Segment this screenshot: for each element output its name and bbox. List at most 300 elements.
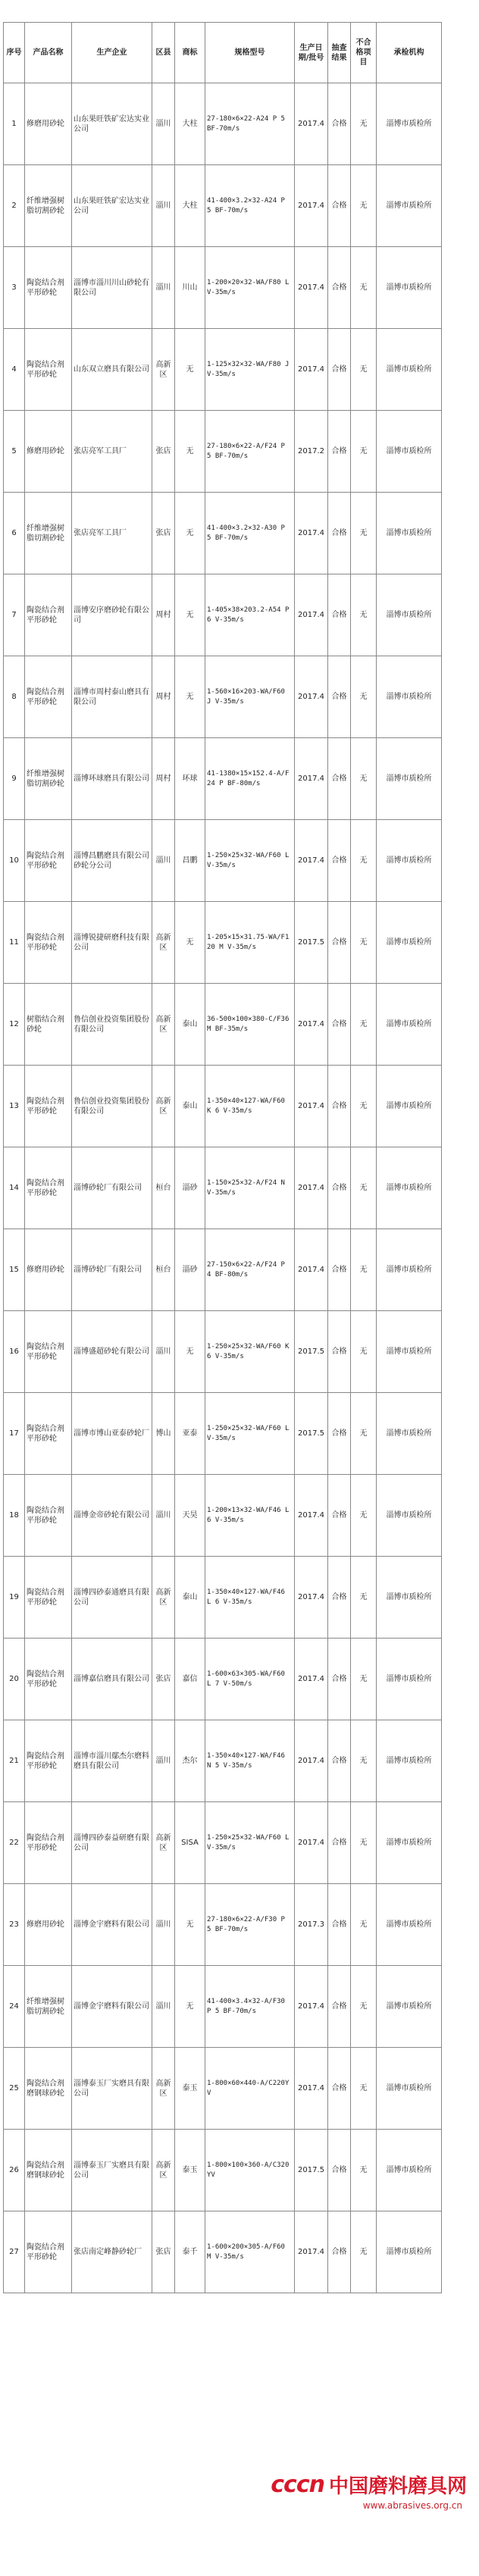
row-number-cell: 17 xyxy=(4,1393,25,1475)
row-number-cell: 5 xyxy=(4,411,25,493)
production-date-cell: 2017.4 xyxy=(295,738,328,820)
failed-items-cell: 无 xyxy=(351,1393,377,1475)
watermark-url: www.abrasives.org.cn xyxy=(362,2500,462,2511)
production-date-cell: 2017.4 xyxy=(295,1639,328,1720)
county-cell: 淄川 xyxy=(152,83,175,165)
product-name-cell: 纤维增强树脂切割砂轮 xyxy=(25,165,72,247)
company-name-cell: 淄博市周村泰山磨具有限公司 xyxy=(72,656,152,738)
brand-cell: 无 xyxy=(175,493,205,574)
inspection-agency-cell: 淄博市质检所 xyxy=(377,411,442,493)
table-row xyxy=(4,247,442,329)
spec-model-cell: 1-600×63×305-WA/F60 L 7 V-50m/s xyxy=(205,1639,295,1720)
company-name-cell: 淄博市淄川川山砂轮有限公司 xyxy=(72,247,152,329)
product-name-cell: 修磨用砂轮 xyxy=(25,411,72,493)
failed-items-cell: 无 xyxy=(351,2048,377,2130)
spec-model-cell: 1-205×15×31.75-WA/F120 M V-35m/s xyxy=(205,902,295,984)
inspection-agency-cell: 淄博市质检所 xyxy=(377,1311,442,1393)
county-cell: 周村 xyxy=(152,738,175,820)
county-cell: 桓台 xyxy=(152,1147,175,1229)
production-date-cell: 2017.4 xyxy=(295,820,328,902)
inspection-result-cell: 合格 xyxy=(328,984,351,1066)
product-name-cell: 陶瓷结合剂平形砂轮 xyxy=(25,1311,72,1393)
header-cell: 不合格项目 xyxy=(351,23,377,83)
product-name-cell: 陶瓷结合剂磨钢球砂轮 xyxy=(25,2130,72,2211)
brand-cell: 无 xyxy=(175,1311,205,1393)
spec-model-cell: 1-405×38×203.2-A54 P 6 V-35m/s xyxy=(205,574,295,656)
row-number-cell: 12 xyxy=(4,984,25,1066)
failed-items-cell: 无 xyxy=(351,329,377,411)
row-number-cell: 1 xyxy=(4,83,25,165)
row-number-cell: 20 xyxy=(4,1639,25,1720)
inspection-agency-cell: 淄博市质检所 xyxy=(377,1393,442,1475)
table-row xyxy=(4,820,442,902)
inspection-agency-cell: 淄博市质检所 xyxy=(377,574,442,656)
row-number-cell: 9 xyxy=(4,738,25,820)
table-row xyxy=(4,656,442,738)
company-name-cell: 山东双立磨具有限公司 xyxy=(72,329,152,411)
site-watermark xyxy=(271,2471,467,2497)
spec-model-cell: 27-180×6×22-A/F24 P 5 BF-70m/s xyxy=(205,411,295,493)
company-name-cell: 淄博金宇磨料有限公司 xyxy=(72,1884,152,1966)
row-number-cell: 11 xyxy=(4,902,25,984)
table-row xyxy=(4,165,442,247)
product-name-cell: 纤维增强树脂切割砂轮 xyxy=(25,1966,72,2048)
inspection-result-cell: 合格 xyxy=(328,1639,351,1720)
product-name-cell: 修磨用砂轮 xyxy=(25,83,72,165)
production-date-cell: 2017.4 xyxy=(295,2048,328,2130)
table-row xyxy=(4,1720,442,1802)
table-body xyxy=(4,83,442,2293)
table-row xyxy=(4,1802,442,1884)
product-name-cell: 陶瓷结合剂平形砂轮 xyxy=(25,656,72,738)
county-cell: 淄川 xyxy=(152,820,175,902)
failed-items-cell: 无 xyxy=(351,1639,377,1720)
product-name-cell: 陶瓷结合剂平形砂轮 xyxy=(25,2211,72,2293)
county-cell: 周村 xyxy=(152,574,175,656)
county-cell: 高新区 xyxy=(152,984,175,1066)
inspection-result-cell: 合格 xyxy=(328,820,351,902)
production-date-cell: 2017.4 xyxy=(295,1720,328,1802)
production-date-cell: 2017.4 xyxy=(295,1229,328,1311)
row-number-cell: 18 xyxy=(4,1475,25,1557)
spec-model-cell: 1-560×16×203-WA/F60 J V-35m/s xyxy=(205,656,295,738)
inspection-result-cell: 合格 xyxy=(328,165,351,247)
production-date-cell: 2017.2 xyxy=(295,411,328,493)
inspection-table xyxy=(3,22,442,2293)
row-number-cell: 13 xyxy=(4,1066,25,1147)
table-row xyxy=(4,738,442,820)
county-cell: 张店 xyxy=(152,2211,175,2293)
company-name-cell: 山东果旺铁矿宏达实业公司 xyxy=(72,165,152,247)
inspection-agency-cell: 淄博市质检所 xyxy=(377,820,442,902)
brand-cell: SISA xyxy=(175,1802,205,1884)
spec-model-cell: 1-800×100×360-A/C320YV xyxy=(205,2130,295,2211)
product-name-cell: 修磨用砂轮 xyxy=(25,1229,72,1311)
inspection-result-cell: 合格 xyxy=(328,574,351,656)
spec-model-cell: 27-180×6×22-A24 P 5 BF-70m/s xyxy=(205,83,295,165)
header-cell: 抽查结果 xyxy=(328,23,351,83)
table-row xyxy=(4,2130,442,2211)
inspection-result-cell: 合格 xyxy=(328,738,351,820)
spec-model-cell: 1-350×40×127-WA/F46 N 5 V-35m/s xyxy=(205,1720,295,1802)
county-cell: 博山 xyxy=(152,1393,175,1475)
row-number-cell: 25 xyxy=(4,2048,25,2130)
failed-items-cell: 无 xyxy=(351,738,377,820)
product-name-cell: 纤维增强树脂切割砂轮 xyxy=(25,738,72,820)
row-number-cell: 21 xyxy=(4,1720,25,1802)
company-name-cell: 淄博市博山亚泰砂轮厂 xyxy=(72,1393,152,1475)
inspection-result-cell: 合格 xyxy=(328,656,351,738)
brand-cell: 无 xyxy=(175,656,205,738)
spec-model-cell: 1-200×20×32-WA/F80 L V-35m/s xyxy=(205,247,295,329)
inspection-result-cell: 合格 xyxy=(328,2048,351,2130)
inspection-agency-cell: 淄博市质检所 xyxy=(377,329,442,411)
brand-cell: 杰尔 xyxy=(175,1720,205,1802)
inspection-agency-cell: 淄博市质检所 xyxy=(377,1066,442,1147)
inspection-result-cell: 合格 xyxy=(328,1884,351,1966)
inspection-result-cell: 合格 xyxy=(328,1066,351,1147)
brand-cell: 泰玉 xyxy=(175,2048,205,2130)
failed-items-cell: 无 xyxy=(351,574,377,656)
header-cell: 区县 xyxy=(152,23,175,83)
failed-items-cell: 无 xyxy=(351,247,377,329)
brand-cell: 昌鹏 xyxy=(175,820,205,902)
inspection-agency-cell: 淄博市质检所 xyxy=(377,1720,442,1802)
failed-items-cell: 无 xyxy=(351,165,377,247)
table-row xyxy=(4,1475,442,1557)
failed-items-cell: 无 xyxy=(351,1966,377,2048)
failed-items-cell: 无 xyxy=(351,2130,377,2211)
spec-model-cell: 1-250×25×32-WA/F60 K 6 V-35m/s xyxy=(205,1311,295,1393)
inspection-agency-cell: 淄博市质检所 xyxy=(377,1557,442,1639)
county-cell: 高新区 xyxy=(152,329,175,411)
production-date-cell: 2017.4 xyxy=(295,493,328,574)
product-name-cell: 陶瓷结合剂平形砂轮 xyxy=(25,902,72,984)
failed-items-cell: 无 xyxy=(351,411,377,493)
production-date-cell: 2017.4 xyxy=(295,984,328,1066)
table-row xyxy=(4,1066,442,1147)
inspection-result-cell: 合格 xyxy=(328,1147,351,1229)
spec-model-cell: 1-200×13×32-WA/F46 L 6 V-35m/s xyxy=(205,1475,295,1557)
company-name-cell: 淄博泰玉厂实磨具有限公司 xyxy=(72,2130,152,2211)
production-date-cell: 2017.4 xyxy=(295,1066,328,1147)
product-name-cell: 陶瓷结合剂平形砂轮 xyxy=(25,820,72,902)
brand-cell: 无 xyxy=(175,1884,205,1966)
product-name-cell: 陶瓷结合剂平形砂轮 xyxy=(25,1393,72,1475)
row-number-cell: 24 xyxy=(4,1966,25,2048)
inspection-agency-cell: 淄博市质检所 xyxy=(377,1966,442,2048)
product-name-cell: 陶瓷结合剂平形砂轮 xyxy=(25,1066,72,1147)
table-row xyxy=(4,574,442,656)
spec-model-cell: 41-400×3.2×32-A30 P 5 BF-70m/s xyxy=(205,493,295,574)
county-cell: 淄川 xyxy=(152,247,175,329)
failed-items-cell: 无 xyxy=(351,820,377,902)
header-cell: 承检机构 xyxy=(377,23,442,83)
inspection-agency-cell: 淄博市质检所 xyxy=(377,247,442,329)
failed-items-cell: 无 xyxy=(351,1066,377,1147)
company-name-cell: 淄博金宇磨料有限公司 xyxy=(72,1966,152,2048)
brand-cell: 泰千 xyxy=(175,2211,205,2293)
spec-model-cell: 1-150×25×32-A/F24 N V-35m/s xyxy=(205,1147,295,1229)
company-name-cell: 淄博嘉信磨具有限公司 xyxy=(72,1639,152,1720)
spec-model-cell: 41-1380×15×152.4-A/F24 P BF-80m/s xyxy=(205,738,295,820)
inspection-result-cell: 合格 xyxy=(328,329,351,411)
inspection-agency-cell: 淄博市质检所 xyxy=(377,984,442,1066)
inspection-result-cell: 合格 xyxy=(328,1311,351,1393)
company-name-cell: 淄博锐捷研磨科技有限公司 xyxy=(72,902,152,984)
product-name-cell: 陶瓷结合剂平形砂轮 xyxy=(25,1475,72,1557)
county-cell: 周村 xyxy=(152,656,175,738)
inspection-result-cell: 合格 xyxy=(328,247,351,329)
brand-cell: 泰山 xyxy=(175,1066,205,1147)
company-name-cell: 淄博砂轮厂有限公司 xyxy=(72,1147,152,1229)
brand-cell: 亚泰 xyxy=(175,1393,205,1475)
table-row xyxy=(4,1393,442,1475)
production-date-cell: 2017.3 xyxy=(295,1884,328,1966)
company-name-cell: 淄博安序磨砂轮有限公司 xyxy=(72,574,152,656)
product-name-cell: 陶瓷结合剂平形砂轮 xyxy=(25,1639,72,1720)
row-number-cell: 8 xyxy=(4,656,25,738)
table-row xyxy=(4,2211,442,2293)
company-name-cell: 张店亮军工具厂 xyxy=(72,493,152,574)
row-number-cell: 22 xyxy=(4,1802,25,1884)
header-cell: 生产企业 xyxy=(72,23,152,83)
county-cell: 张店 xyxy=(152,411,175,493)
table-row xyxy=(4,1147,442,1229)
header-cell: 规格型号 xyxy=(205,23,295,83)
company-name-cell: 淄博市淄川鄢杰尔磨料磨具有限公司 xyxy=(72,1720,152,1802)
company-name-cell: 淄博四砂泰益研磨有限公司 xyxy=(72,1802,152,1884)
brand-cell: 环球 xyxy=(175,738,205,820)
spec-model-cell: 27-150×6×22-A/F24 P 4 BF-80m/s xyxy=(205,1229,295,1311)
watermark-site-name: 中国磨料磨具网 xyxy=(328,2474,467,2498)
production-date-cell: 2017.4 xyxy=(295,329,328,411)
brand-cell: 无 xyxy=(175,329,205,411)
company-name-cell: 淄博盛超砂轮有限公司 xyxy=(72,1311,152,1393)
table-row xyxy=(4,411,442,493)
production-date-cell: 2017.4 xyxy=(295,1557,328,1639)
company-name-cell: 张店南定峰静砂轮厂 xyxy=(72,2211,152,2293)
table-row xyxy=(4,902,442,984)
table-row xyxy=(4,1884,442,1966)
product-name-cell: 树脂结合剂砂轮 xyxy=(25,984,72,1066)
row-number-cell: 4 xyxy=(4,329,25,411)
production-date-cell: 2017.5 xyxy=(295,2130,328,2211)
county-cell: 高新区 xyxy=(152,902,175,984)
inspection-result-cell: 合格 xyxy=(328,2130,351,2211)
brand-cell: 无 xyxy=(175,1966,205,2048)
header-cell: 序号 xyxy=(4,23,25,83)
county-cell: 张店 xyxy=(152,493,175,574)
production-date-cell: 2017.4 xyxy=(295,1475,328,1557)
production-date-cell: 2017.4 xyxy=(295,1802,328,1884)
row-number-cell: 16 xyxy=(4,1311,25,1393)
row-number-cell: 23 xyxy=(4,1884,25,1966)
spec-model-cell: 41-400×3.4×32-A/F30 P 5 BF-70m/s xyxy=(205,1966,295,2048)
spec-model-cell: 1-800×60×440-A/C220YV xyxy=(205,2048,295,2130)
production-date-cell: 2017.4 xyxy=(295,2211,328,2293)
inspection-agency-cell: 淄博市质检所 xyxy=(377,1639,442,1720)
row-number-cell: 2 xyxy=(4,165,25,247)
row-number-cell: 10 xyxy=(4,820,25,902)
table-row xyxy=(4,1639,442,1720)
inspection-agency-cell: 淄博市质检所 xyxy=(377,1802,442,1884)
company-name-cell: 淄博泰玉厂实磨具有限公司 xyxy=(72,2048,152,2130)
product-name-cell: 陶瓷结合剂平形砂轮 xyxy=(25,329,72,411)
production-date-cell: 2017.4 xyxy=(295,83,328,165)
row-number-cell: 26 xyxy=(4,2130,25,2211)
failed-items-cell: 无 xyxy=(351,1229,377,1311)
spec-model-cell: 41-400×3.2×32-A24 P 5 BF-70m/s xyxy=(205,165,295,247)
failed-items-cell: 无 xyxy=(351,1884,377,1966)
brand-cell: 无 xyxy=(175,574,205,656)
inspection-result-cell: 合格 xyxy=(328,1475,351,1557)
table-row xyxy=(4,83,442,165)
county-cell: 淄川 xyxy=(152,1475,175,1557)
failed-items-cell: 无 xyxy=(351,1720,377,1802)
brand-cell: 大柱 xyxy=(175,83,205,165)
inspection-agency-cell: 淄博市质检所 xyxy=(377,165,442,247)
row-number-cell: 15 xyxy=(4,1229,25,1311)
company-name-cell: 鲁信创业投资集团股份有限公司 xyxy=(72,984,152,1066)
row-number-cell: 3 xyxy=(4,247,25,329)
inspection-agency-cell: 淄博市质检所 xyxy=(377,738,442,820)
product-name-cell: 陶瓷结合剂平形砂轮 xyxy=(25,1802,72,1884)
county-cell: 高新区 xyxy=(152,1802,175,1884)
product-name-cell: 陶瓷结合剂平形砂轮 xyxy=(25,247,72,329)
table-row xyxy=(4,1557,442,1639)
failed-items-cell: 无 xyxy=(351,2211,377,2293)
inspection-agency-cell: 淄博市质检所 xyxy=(377,2211,442,2293)
failed-items-cell: 无 xyxy=(351,1311,377,1393)
county-cell: 淄川 xyxy=(152,165,175,247)
production-date-cell: 2017.5 xyxy=(295,1393,328,1475)
spec-model-cell: 1-250×25×32-WA/F60 L V-35m/s xyxy=(205,1393,295,1475)
brand-cell: 天昊 xyxy=(175,1475,205,1557)
inspection-agency-cell: 淄博市质检所 xyxy=(377,1229,442,1311)
inspection-agency-cell: 淄博市质检所 xyxy=(377,1884,442,1966)
county-cell: 淄川 xyxy=(152,1720,175,1802)
failed-items-cell: 无 xyxy=(351,1147,377,1229)
failed-items-cell: 无 xyxy=(351,902,377,984)
production-date-cell: 2017.4 xyxy=(295,574,328,656)
table-row xyxy=(4,2048,442,2130)
company-name-cell: 淄博金帝砂轮有限公司 xyxy=(72,1475,152,1557)
inspection-result-cell: 合格 xyxy=(328,902,351,984)
inspection-result-cell: 合格 xyxy=(328,2211,351,2293)
header-cell: 生产日期/批号 xyxy=(295,23,328,83)
row-number-cell: 7 xyxy=(4,574,25,656)
spec-model-cell: 1-350×40×127-WA/F60 K 6 V-35m/s xyxy=(205,1066,295,1147)
inspection-result-cell: 合格 xyxy=(328,1393,351,1475)
product-name-cell: 陶瓷结合剂磨钢球砂轮 xyxy=(25,2048,72,2130)
brand-cell: 泰玉 xyxy=(175,2130,205,2211)
product-name-cell: 陶瓷结合剂平形砂轮 xyxy=(25,1147,72,1229)
inspection-result-cell: 合格 xyxy=(328,1802,351,1884)
brand-cell: 嘉信 xyxy=(175,1639,205,1720)
header-cell: 产品名称 xyxy=(25,23,72,83)
county-cell: 桓台 xyxy=(152,1229,175,1311)
company-name-cell: 山东果旺铁矿宏达实业公司 xyxy=(72,83,152,165)
product-name-cell: 纤维增强树脂切割砂轮 xyxy=(25,493,72,574)
table-row xyxy=(4,1311,442,1393)
inspection-result-cell: 合格 xyxy=(328,1557,351,1639)
production-date-cell: 2017.5 xyxy=(295,1311,328,1393)
watermark-logo: cccn xyxy=(271,2471,324,2498)
county-cell: 高新区 xyxy=(152,1066,175,1147)
company-name-cell: 张店亮军工具厂 xyxy=(72,411,152,493)
failed-items-cell: 无 xyxy=(351,984,377,1066)
brand-cell: 淄砂 xyxy=(175,1229,205,1311)
production-date-cell: 2017.4 xyxy=(295,1966,328,2048)
product-name-cell: 修磨用砂轮 xyxy=(25,1884,72,1966)
product-name-cell: 陶瓷结合剂平形砂轮 xyxy=(25,574,72,656)
inspection-result-cell: 合格 xyxy=(328,1229,351,1311)
brand-cell: 大柱 xyxy=(175,165,205,247)
inspection-result-cell: 合格 xyxy=(328,83,351,165)
county-cell: 张店 xyxy=(152,1639,175,1720)
spec-model-cell: 1-250×25×32-WA/F60 L V-35m/s xyxy=(205,820,295,902)
failed-items-cell: 无 xyxy=(351,656,377,738)
inspection-agency-cell: 淄博市质检所 xyxy=(377,493,442,574)
header-row xyxy=(4,23,442,83)
inspection-agency-cell: 淄博市质检所 xyxy=(377,2048,442,2130)
company-name-cell: 淄博四砂泰通磨具有限公司 xyxy=(72,1557,152,1639)
failed-items-cell: 无 xyxy=(351,1802,377,1884)
brand-cell: 川山 xyxy=(175,247,205,329)
company-name-cell: 淄博砂轮厂有限公司 xyxy=(72,1229,152,1311)
brand-cell: 泰山 xyxy=(175,984,205,1066)
failed-items-cell: 无 xyxy=(351,1475,377,1557)
inspection-agency-cell: 淄博市质检所 xyxy=(377,902,442,984)
inspection-agency-cell: 淄博市质检所 xyxy=(377,2130,442,2211)
inspection-agency-cell: 淄博市质检所 xyxy=(377,1475,442,1557)
brand-cell: 淄砂 xyxy=(175,1147,205,1229)
document-sheet xyxy=(0,22,479,2576)
inspection-agency-cell: 淄博市质检所 xyxy=(377,656,442,738)
production-date-cell: 2017.5 xyxy=(295,902,328,984)
product-name-cell: 陶瓷结合剂平形砂轮 xyxy=(25,1720,72,1802)
failed-items-cell: 无 xyxy=(351,493,377,574)
row-number-cell: 14 xyxy=(4,1147,25,1229)
header-cell: 商标 xyxy=(175,23,205,83)
table-row xyxy=(4,1966,442,2048)
product-name-cell: 陶瓷结合剂平形砂轮 xyxy=(25,1557,72,1639)
brand-cell: 无 xyxy=(175,902,205,984)
company-name-cell: 鲁信创业投资集团股份有限公司 xyxy=(72,1066,152,1147)
brand-cell: 泰山 xyxy=(175,1557,205,1639)
table-row xyxy=(4,493,442,574)
production-date-cell: 2017.4 xyxy=(295,656,328,738)
brand-cell: 无 xyxy=(175,411,205,493)
county-cell: 高新区 xyxy=(152,2130,175,2211)
spec-model-cell: 27-180×6×22-A/F30 P 5 BF-70m/s xyxy=(205,1884,295,1966)
inspection-result-cell: 合格 xyxy=(328,1966,351,2048)
company-name-cell: 淄博昌鹏磨具有限公司砂轮分公司 xyxy=(72,820,152,902)
county-cell: 淄川 xyxy=(152,1311,175,1393)
production-date-cell: 2017.4 xyxy=(295,247,328,329)
inspection-result-cell: 合格 xyxy=(328,1720,351,1802)
company-name-cell: 淄博环球磨具有限公司 xyxy=(72,738,152,820)
spec-model-cell: 36-500×100×380-C/F36 M BF-35m/s xyxy=(205,984,295,1066)
failed-items-cell: 无 xyxy=(351,83,377,165)
failed-items-cell: 无 xyxy=(351,1557,377,1639)
inspection-result-cell: 合格 xyxy=(328,493,351,574)
row-number-cell: 6 xyxy=(4,493,25,574)
inspection-agency-cell: 淄博市质检所 xyxy=(377,1147,442,1229)
table-row xyxy=(4,1229,442,1311)
production-date-cell: 2017.4 xyxy=(295,1147,328,1229)
